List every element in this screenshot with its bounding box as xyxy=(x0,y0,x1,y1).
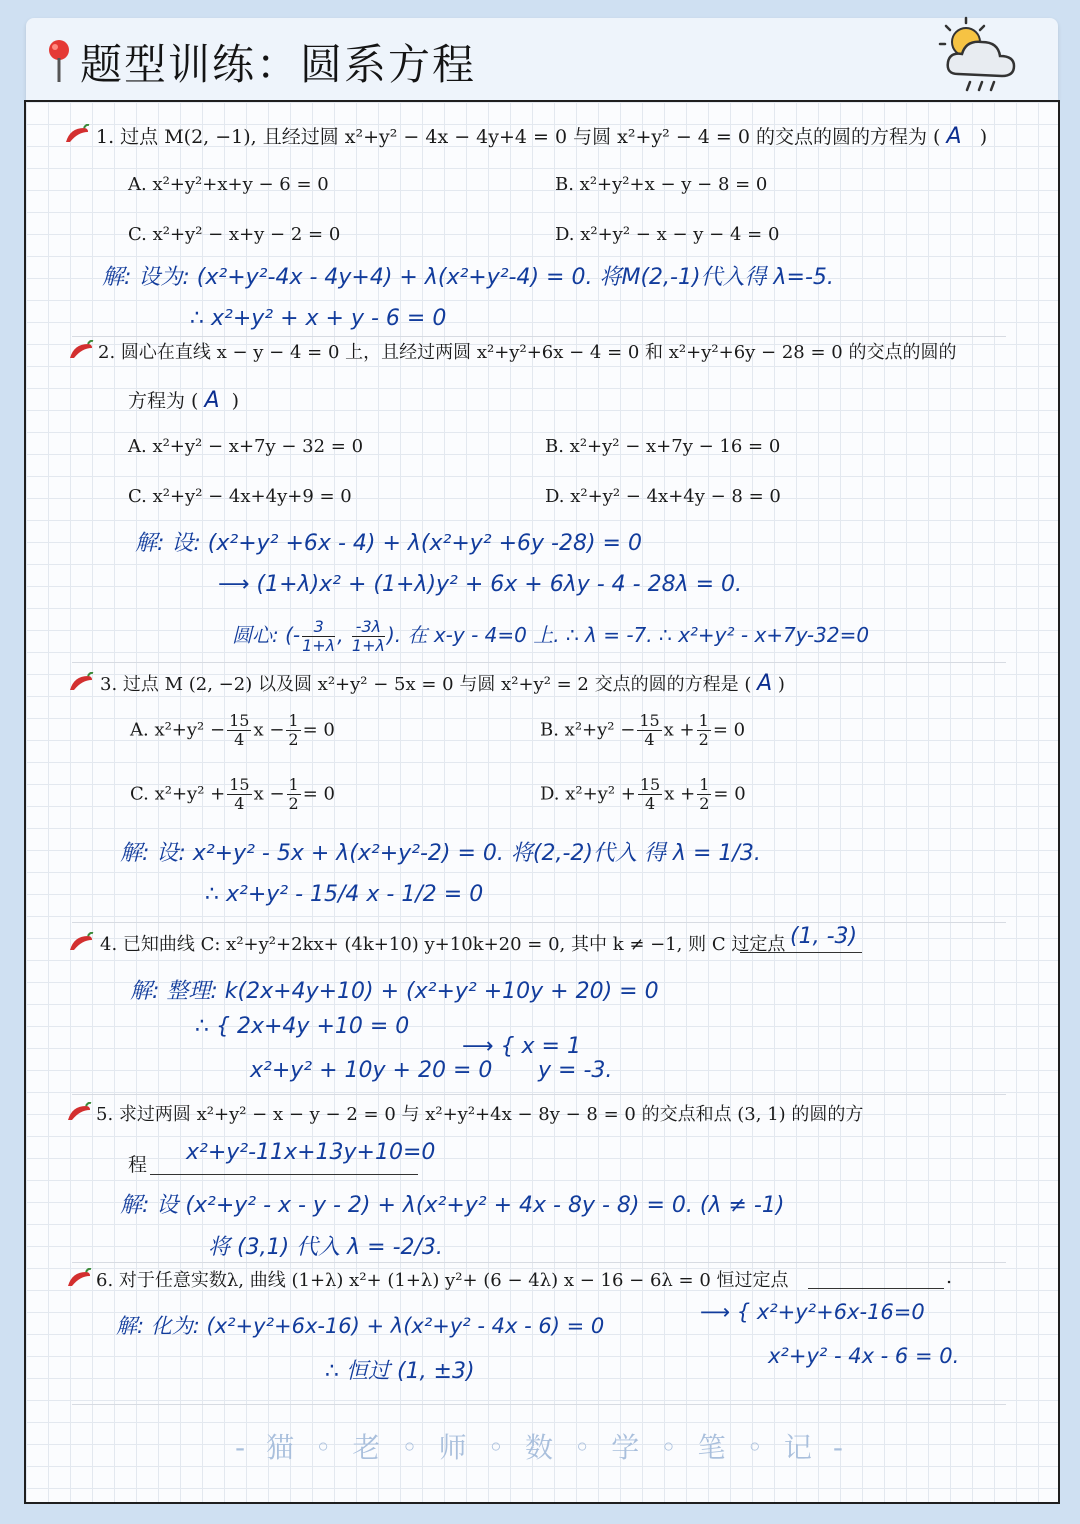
chili-icon xyxy=(68,340,94,360)
question-6-blank xyxy=(808,1266,944,1289)
question-1-option-c: C. x²+y² − x+y − 2 = 0 xyxy=(128,224,341,245)
question-2-stem: 2. 圆心在直线 x − y − 4 = 0 上，且经过两圆 x²+y²+6x − 4 = 0 和 x²+y²+6y − 28 = 0 的交点的圆的 xyxy=(98,342,957,363)
question-1-solution-line-2: ∴ x²+y² + x + y - 6 = 0 xyxy=(190,306,447,331)
question-1-solution-line-1: 解: 设为: (x²+y²-4x - 4y+4) + λ(x²+y²-4) = 0. 将M(2,-1)代入得 λ=-5. xyxy=(102,265,834,290)
question-3-answer: A xyxy=(757,671,773,696)
question-6-stem: 6. 对于任意实数λ, 曲线 (1+λ) x²+ (1+λ) y²+ (6 − 4λ) x − 16 − 6λ = 0 恒过定点 xyxy=(96,1270,789,1291)
question-1-option-d: D. x²+y² − x − y − 4 = 0 xyxy=(555,224,780,245)
question-3-stem: 3. 过点 M (2, −2) 以及圆 x²+y² − 5x = 0 与圆 x²+y² = 2 交点的圆的方程是 ( A ) xyxy=(100,671,785,696)
map-pin-icon xyxy=(44,38,74,84)
chili-icon xyxy=(66,1102,92,1122)
question-4-answer: (1, -3) xyxy=(790,924,858,949)
page-title: 题型训练：圆系方程 xyxy=(80,40,477,89)
divider xyxy=(72,1262,1006,1263)
question-5-stem: 5. 求过两圆 x²+y² − x − y − 2 = 0 与 x²+y²+4x − 8y − 8 = 0 的交点和点 (3, 1) 的圆的方 xyxy=(96,1104,864,1125)
question-3-solution-line-2: ∴ x²+y² - 15/4 x - 1/2 = 0 xyxy=(205,882,484,907)
question-5-solution-line-1: 解: 设 (x²+y² - x - y - 2) + λ(x²+y² + 4x - 8y - 8) = 0. (λ ≠ -1) xyxy=(120,1193,785,1218)
footer-watermark: - 猫 ◦ 老 ◦ 师 ◦ 数 ◦ 学 ◦ 笔 ◦ 记 - xyxy=(235,1431,849,1464)
question-3-option-c: C. x²+y² + $\frac{15}{4}$ x − $\frac{1}{2}$ = 0 xyxy=(130,775,335,813)
sun-cloud-rain-icon xyxy=(928,12,1028,96)
question-1-answer: A xyxy=(946,124,962,149)
question-6-solution-line-4: ∴ 恒过 (1, ±3) xyxy=(325,1359,475,1384)
divider xyxy=(72,662,1006,663)
divider xyxy=(72,336,1006,337)
chili-icon xyxy=(66,1268,92,1288)
question-3-option-a: A. x²+y² − $\frac{15}{4}$ x − $\frac{1}{2}$ = 0 xyxy=(130,711,335,749)
question-4-solution-line-4: ⟶ { x = 1 xyxy=(462,1034,581,1059)
question-6-solution-line-1: 解: 化为: (x²+y²+6x-16) + λ(x²+y² - 4x - 6) = 0 xyxy=(116,1314,605,1338)
question-6-end: . xyxy=(946,1266,953,1288)
question-2-solution-line-3: 圆心: (- $\frac{3}{1+\lambda}$ , $\frac{-3\lambda}{1+\lambda}$ ). 在 x-y - 4=0 上. ∴ λ = -7. ∴ x²+y² - x+7y-32=0 xyxy=(232,617,870,655)
question-2-solution-line-2: ⟶ (1+λ)x² + (1+λ)y² + 6x + 6λy - 4 - 28λ = 0. xyxy=(218,572,743,597)
question-6-solution-line-2: ⟶ { x²+y²+6x-16=0 xyxy=(700,1300,925,1324)
question-3-solution-line-1: 解: 设: x²+y² - 5x + λ(x²+y²-2) = 0. 将(2,-2)代入 得 λ = 1/3. xyxy=(120,841,761,866)
question-2-option-b: B. x²+y² − x+7y − 16 = 0 xyxy=(545,436,781,457)
question-1-stem: 1. 过点 M(2, −1), 且经过圆 x²+y² − 4x − 4y+4 = 0 与圆 x²+y² − 4 = 0 的交点的圆的方程为 ( A ) xyxy=(96,124,988,149)
question-2-solution-line-1: 解: 设: (x²+y² +6x - 4) + λ(x²+y² +6y -28) = 0 xyxy=(135,531,642,556)
question-3-option-d: D. x²+y² + $\frac{15}{4}$ x + $\frac{1}{2}$ = 0 xyxy=(540,775,746,813)
question-2-answer: A xyxy=(204,388,220,413)
question-3-option-b: B. x²+y² − $\frac{15}{4}$ x + $\frac{1}{2}$ = 0 xyxy=(540,711,746,749)
question-4-solution-line-5: y = -3. xyxy=(538,1058,613,1083)
divider xyxy=(72,1404,1006,1405)
question-4-solution-line-1: 解: 整理: k(2x+4y+10) + (x²+y² +10y + 20) = 0 xyxy=(130,979,659,1004)
chili-icon xyxy=(64,124,90,144)
question-2-option-c: C. x²+y² − 4x+4y+9 = 0 xyxy=(128,486,352,507)
question-4-stem: 4. 已知曲线 C: x²+y²+2kx+ (4k+10) y+10k+20 = 0, 其中 k ≠ −1, 则 C 过定点 xyxy=(100,934,786,955)
question-1-option-a: A. x²+y²+x+y − 6 = 0 xyxy=(128,174,329,195)
chili-icon xyxy=(68,932,94,952)
divider xyxy=(72,1094,1006,1095)
question-5-solution-line-2: 将 (3,1) 代入 λ = -2/3. xyxy=(208,1235,443,1260)
question-5-answer: x²+y²-11x+13y+10=0 xyxy=(186,1140,436,1165)
question-2-stem-cont: 方程为 ( A ) xyxy=(128,388,240,413)
question-4-solution-line-3: x²+y² + 10y + 20 = 0 xyxy=(250,1058,493,1083)
question-5-stem-cont: 程 xyxy=(128,1154,148,1176)
question-2-option-a: A. x²+y² − x+7y − 32 = 0 xyxy=(128,436,364,457)
question-6-solution-line-3: x²+y² - 4x - 6 = 0. xyxy=(768,1344,960,1368)
question-4-solution-line-2: ∴ { 2x+4y +10 = 0 xyxy=(195,1014,410,1039)
question-2-option-d: D. x²+y² − 4x+4y − 8 = 0 xyxy=(545,486,781,507)
divider xyxy=(72,922,1006,923)
chili-icon xyxy=(68,672,94,692)
question-1-option-b: B. x²+y²+x − y − 8 = 0 xyxy=(555,174,768,195)
